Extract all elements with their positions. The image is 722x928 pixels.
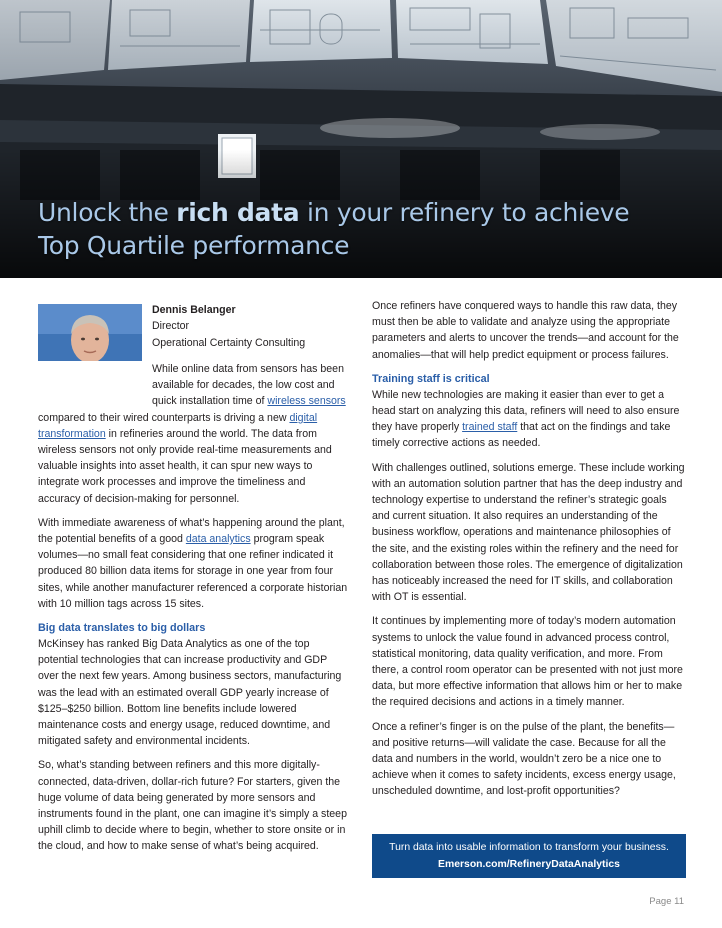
paragraph-benefits: Once a refiner’s finger is on the pulse of the plant, the benefits—and positive returns—will validate the case. Because for all the data and numbers in the world, wouldn’t zero be a nice one to achieve when it comes to safety incidents, excess energy usage, unscheduled downtime, and lost-profit opportunities?: [372, 720, 676, 798]
paragraph-automation: It continues by implementing more of today’s modern automation systems to unlock the value found in advanced process control, statistical monitoring, data quality verification, and more. From there, a control room operator can be presented with not just more data, but more effective information that allows him or her to make the required decisions and actions in a timely manner.: [372, 615, 683, 709]
paragraph-validate: Once refiners have conquered ways to handle this raw data, they must then be able to validate and analyze using the appropriate parameters and alerts to uncover the trends—and account for the anomalies—that will help predict equipment or process failures.: [372, 300, 679, 361]
author-role: Director: [152, 320, 190, 333]
cta-link[interactable]: Emerson.com/RefineryDataAnalytics: [438, 859, 620, 870]
paragraph-solutions: With challenges outlined, solutions emerge. These include working with an automation solution partner that has the deep industry and technology expertise to understand the refiner’s strategic goals and current situation. It also requires an understanding of the business workflow, operations and maintenance philosophies of the site, and the existing roles within the refinery and the need for collaboration between those roles. The emergence of digitalization has noticeably increased the need for IT skills, and collaboration with OT is essential.: [372, 461, 685, 604]
author-company: Operational Certainty Consulting: [152, 336, 306, 349]
paragraph-wireless: While online data from sensors has been available for decades, the low cost and quick installation time of wireless sensors: [152, 363, 346, 408]
cta-box[interactable]: [372, 834, 686, 878]
left-article-body: [38, 361, 350, 863]
title-highlight: rich data: [176, 198, 300, 227]
page-number: Page 11: [649, 896, 684, 907]
paragraph-training: While new technologies are making it easier than ever to get a head start on analyzing this data, refiners will need to also ensure they have properly trained staff that act on the findings and take timely corrective actions as needed.: [372, 388, 680, 450]
paragraph-digital: compared to their wired counterparts is driving a new digital transformation in refineries around the world. The data from wireless sensors not only provide real-time measurements and valuable insights into asset health, it can spur new ways to integrate work processes and improve the timeliness and accuracy of decision-making for personnel.: [38, 411, 332, 505]
author-name: Dennis Belanger: [152, 304, 236, 316]
paragraph-future: So, what’s standing between refiners and this more digitally-connected, data-driven, dollar-rich future? For starters, given the huge volume of data being generated by more sensors and instruments found in the plant, one can imagine it’s simply a steep uphill climb to decide where to begin, whether to store onsite or in the cloud, and how to make sense of what’s being acquired.: [38, 759, 347, 853]
data-analytics-link[interactable]: data analytics: [185, 533, 251, 546]
heading-training: Training staff is critical: [372, 372, 490, 385]
heading-big-data: Big data translates to big dollars: [38, 622, 206, 635]
hero-banner: [0, 0, 722, 278]
trained-staff-link[interactable]: trained staff: [462, 421, 518, 434]
right-article-body: [372, 298, 686, 808]
left-column-flow: [38, 298, 350, 364]
paragraph-mckinsey: McKinsey has ranked Big Data Analytics as one of the top potential technologies that can increase productivity and GDP over the next few years. Among business sectors, manufacturing was the lead with an estimated overall GDP yearly increase of $125–$250 billion. Bottom line benefits include lowered maintenance costs and energy usage, reduced downtime, and mitigated safety and environmental incidents.: [38, 638, 342, 748]
page-title: Unlock the rich data in your refinery to achieve Top Quartile performance: [38, 198, 630, 260]
digital-transformation-link[interactable]: digital transformation: [38, 411, 318, 440]
wireless-sensors-link[interactable]: wireless sensors: [267, 395, 346, 408]
paragraph-digital-text: compared to their wired counterparts is driving a new: [38, 411, 290, 424]
paragraph-analytics: With immediate awareness of what’s happening around the plant, the potential benefits of a good data analytics program speak volumes—no small feat considering that one refiner indicated it produced 80 billion data items for storage in one year from four sites, while another manufacturer referenced a corporate historian with 10 million tags across 15 sites.: [38, 516, 348, 610]
cta-text: Turn data into usable information to transform your business.: [389, 842, 669, 853]
